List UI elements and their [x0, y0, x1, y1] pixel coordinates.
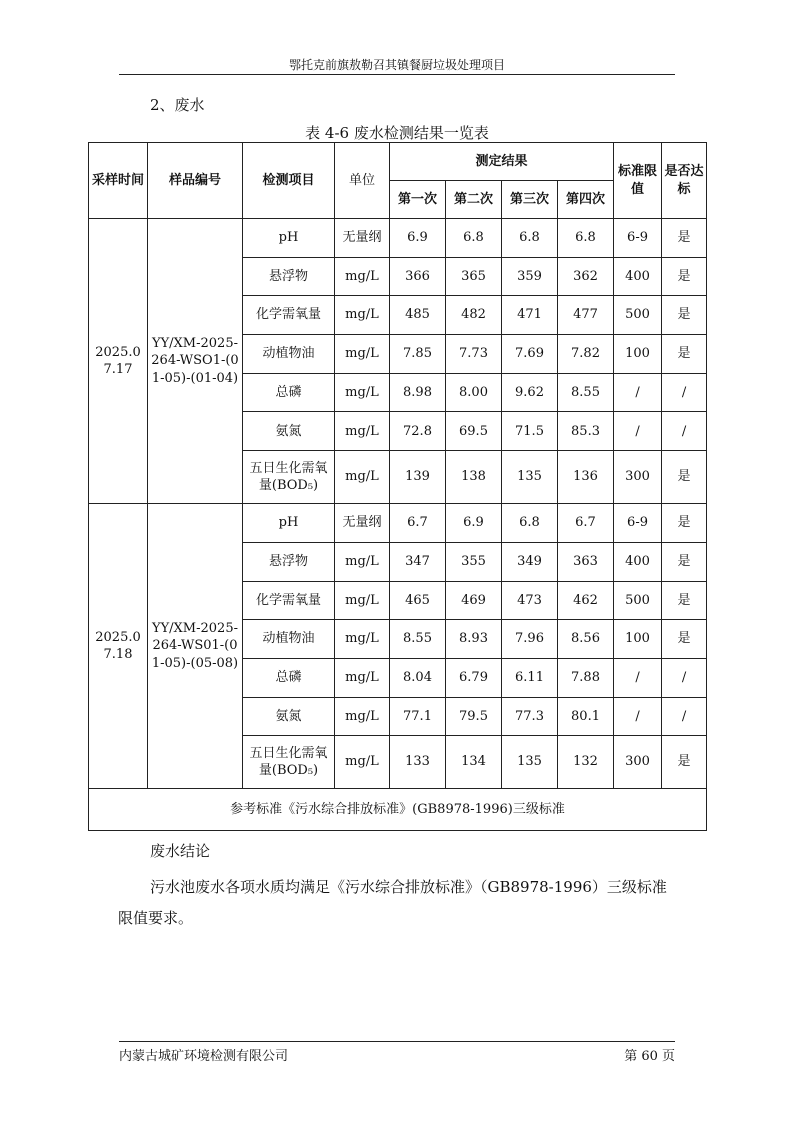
- value-cell: 6.9: [446, 504, 502, 543]
- value-cell: 7.73: [446, 335, 502, 374]
- item-cell: 五日生化需氧量(BOD₅): [243, 451, 335, 504]
- limit-cell: 400: [614, 542, 662, 581]
- item-cell: 悬浮物: [243, 257, 335, 296]
- value-cell: 8.98: [390, 373, 446, 412]
- value-cell: 7.82: [558, 335, 614, 374]
- value-cell: 465: [390, 581, 446, 620]
- results-table: [88, 142, 707, 831]
- pass-cell: /: [662, 658, 707, 697]
- section-title: 2、废水: [150, 96, 205, 114]
- pass-cell: 是: [662, 335, 707, 374]
- item-cell: 化学需氧量: [243, 581, 335, 620]
- unit-cell: mg/L: [335, 697, 390, 736]
- item-cell: 氨氮: [243, 697, 335, 736]
- header-round-2: 第二次: [446, 181, 502, 219]
- limit-cell: 6-9: [614, 504, 662, 543]
- value-cell: 462: [558, 581, 614, 620]
- reference-standard: 参考标准《污水综合排放标准》(GB8978-1996)三级标准: [89, 789, 707, 831]
- value-cell: 6.7: [390, 504, 446, 543]
- value-cell: 77.3: [502, 697, 558, 736]
- header-sample-time: 采样时间: [89, 143, 148, 219]
- value-cell: 349: [502, 542, 558, 581]
- header-round-1: 第一次: [390, 181, 446, 219]
- value-cell: 135: [502, 451, 558, 504]
- limit-cell: /: [614, 412, 662, 451]
- item-cell: 化学需氧量: [243, 296, 335, 335]
- value-cell: 363: [558, 542, 614, 581]
- value-cell: 7.85: [390, 335, 446, 374]
- pass-cell: 是: [662, 620, 707, 659]
- unit-cell: mg/L: [335, 658, 390, 697]
- limit-cell: 500: [614, 581, 662, 620]
- pass-cell: /: [662, 697, 707, 736]
- value-cell: 366: [390, 257, 446, 296]
- value-cell: 8.04: [390, 658, 446, 697]
- table-caption: 表 4-6 废水检测结果一览表: [305, 124, 489, 142]
- value-cell: 469: [446, 581, 502, 620]
- unit-cell: mg/L: [335, 581, 390, 620]
- value-cell: 136: [558, 451, 614, 504]
- sample-id: YY/XM-2025-264-WSO1-(01-05)-(01-04): [148, 219, 243, 504]
- value-cell: 80.1: [558, 697, 614, 736]
- value-cell: 6.8: [446, 219, 502, 258]
- page-header-title: 鄂托克前旗敖勒召其镇餐厨垃圾处理项目: [288, 58, 505, 72]
- limit-cell: /: [614, 373, 662, 412]
- item-cell: 总磷: [243, 373, 335, 412]
- value-cell: 473: [502, 581, 558, 620]
- value-cell: 7.69: [502, 335, 558, 374]
- limit-cell: 400: [614, 257, 662, 296]
- header-pass: 是否达标: [662, 143, 707, 219]
- item-cell: 动植物油: [243, 335, 335, 374]
- limit-cell: 100: [614, 335, 662, 374]
- limit-cell: 300: [614, 736, 662, 789]
- value-cell: 6.11: [502, 658, 558, 697]
- header-divider: [119, 74, 675, 75]
- unit-cell: mg/L: [335, 451, 390, 504]
- unit-cell: mg/L: [335, 296, 390, 335]
- sample-date: 2025.07.17: [89, 219, 148, 504]
- value-cell: 85.3: [558, 412, 614, 451]
- value-cell: 71.5: [502, 412, 558, 451]
- value-cell: 362: [558, 257, 614, 296]
- unit-cell: 无量纲: [335, 219, 390, 258]
- value-cell: 8.93: [446, 620, 502, 659]
- limit-cell: 500: [614, 296, 662, 335]
- conclusion-text: 污水池废水各项水质均满足《污水综合排放标准》（GB8978-1996）三级标准限值要求。: [118, 878, 667, 927]
- unit-cell: mg/L: [335, 620, 390, 659]
- limit-cell: /: [614, 697, 662, 736]
- footer-company: 内蒙古城矿环境检测有限公司: [119, 1049, 289, 1064]
- value-cell: 133: [390, 736, 446, 789]
- unit-cell: mg/L: [335, 335, 390, 374]
- pass-cell: 是: [662, 581, 707, 620]
- value-cell: 6.79: [446, 658, 502, 697]
- value-cell: 8.00: [446, 373, 502, 412]
- value-cell: 8.55: [558, 373, 614, 412]
- value-cell: 69.5: [446, 412, 502, 451]
- item-cell: pH: [243, 504, 335, 543]
- unit-cell: mg/L: [335, 736, 390, 789]
- value-cell: 365: [446, 257, 502, 296]
- reference-row: [89, 789, 707, 831]
- header-unit: 单位: [335, 143, 390, 219]
- value-cell: 8.55: [390, 620, 446, 659]
- value-cell: 482: [446, 296, 502, 335]
- limit-cell: 300: [614, 451, 662, 504]
- pass-cell: /: [662, 373, 707, 412]
- item-cell: 五日生化需氧量(BOD₅): [243, 736, 335, 789]
- value-cell: 7.88: [558, 658, 614, 697]
- limit-cell: /: [614, 658, 662, 697]
- footer-divider: [119, 1041, 675, 1042]
- pass-cell: /: [662, 412, 707, 451]
- sample-date: 2025.07.18: [89, 504, 148, 789]
- item-cell: 氨氮: [243, 412, 335, 451]
- unit-cell: mg/L: [335, 542, 390, 581]
- value-cell: 6.8: [502, 504, 558, 543]
- value-cell: 72.8: [390, 412, 446, 451]
- value-cell: 134: [446, 736, 502, 789]
- conclusion-label: 废水结论: [150, 842, 211, 860]
- table-row: [89, 504, 707, 543]
- value-cell: 6.8: [502, 219, 558, 258]
- value-cell: 359: [502, 257, 558, 296]
- item-cell: 悬浮物: [243, 542, 335, 581]
- value-cell: 138: [446, 451, 502, 504]
- value-cell: 9.62: [502, 373, 558, 412]
- limit-cell: 100: [614, 620, 662, 659]
- value-cell: 132: [558, 736, 614, 789]
- header-round-3: 第三次: [502, 181, 558, 219]
- item-cell: 总磷: [243, 658, 335, 697]
- value-cell: 8.56: [558, 620, 614, 659]
- unit-cell: mg/L: [335, 373, 390, 412]
- footer-page-number: 第 60 页: [624, 1049, 675, 1064]
- value-cell: 139: [390, 451, 446, 504]
- sample-id: YY/XM-2025-264-WS01-(01-05)-(05-08): [148, 504, 243, 789]
- pass-cell: 是: [662, 542, 707, 581]
- value-cell: 77.1: [390, 697, 446, 736]
- value-cell: 6.9: [390, 219, 446, 258]
- value-cell: 79.5: [446, 697, 502, 736]
- pass-cell: 是: [662, 219, 707, 258]
- unit-cell: mg/L: [335, 412, 390, 451]
- value-cell: 135: [502, 736, 558, 789]
- unit-cell: mg/L: [335, 257, 390, 296]
- value-cell: 347: [390, 542, 446, 581]
- value-cell: 477: [558, 296, 614, 335]
- value-cell: 6.8: [558, 219, 614, 258]
- value-cell: 355: [446, 542, 502, 581]
- pass-cell: 是: [662, 736, 707, 789]
- limit-cell: 6-9: [614, 219, 662, 258]
- header-sample-id: 样品编号: [148, 143, 243, 219]
- item-cell: pH: [243, 219, 335, 258]
- value-cell: 7.96: [502, 620, 558, 659]
- pass-cell: 是: [662, 451, 707, 504]
- table-row: [89, 219, 707, 258]
- pass-cell: 是: [662, 504, 707, 543]
- item-cell: 动植物油: [243, 620, 335, 659]
- header-results: 测定结果: [390, 143, 614, 181]
- pass-cell: 是: [662, 257, 707, 296]
- unit-cell: 无量纲: [335, 504, 390, 543]
- value-cell: 471: [502, 296, 558, 335]
- pass-cell: 是: [662, 296, 707, 335]
- value-cell: 6.7: [558, 504, 614, 543]
- header-item: 检测项目: [243, 143, 335, 219]
- value-cell: 485: [390, 296, 446, 335]
- header-limit: 标准限值: [614, 143, 662, 219]
- header-round-4: 第四次: [558, 181, 614, 219]
